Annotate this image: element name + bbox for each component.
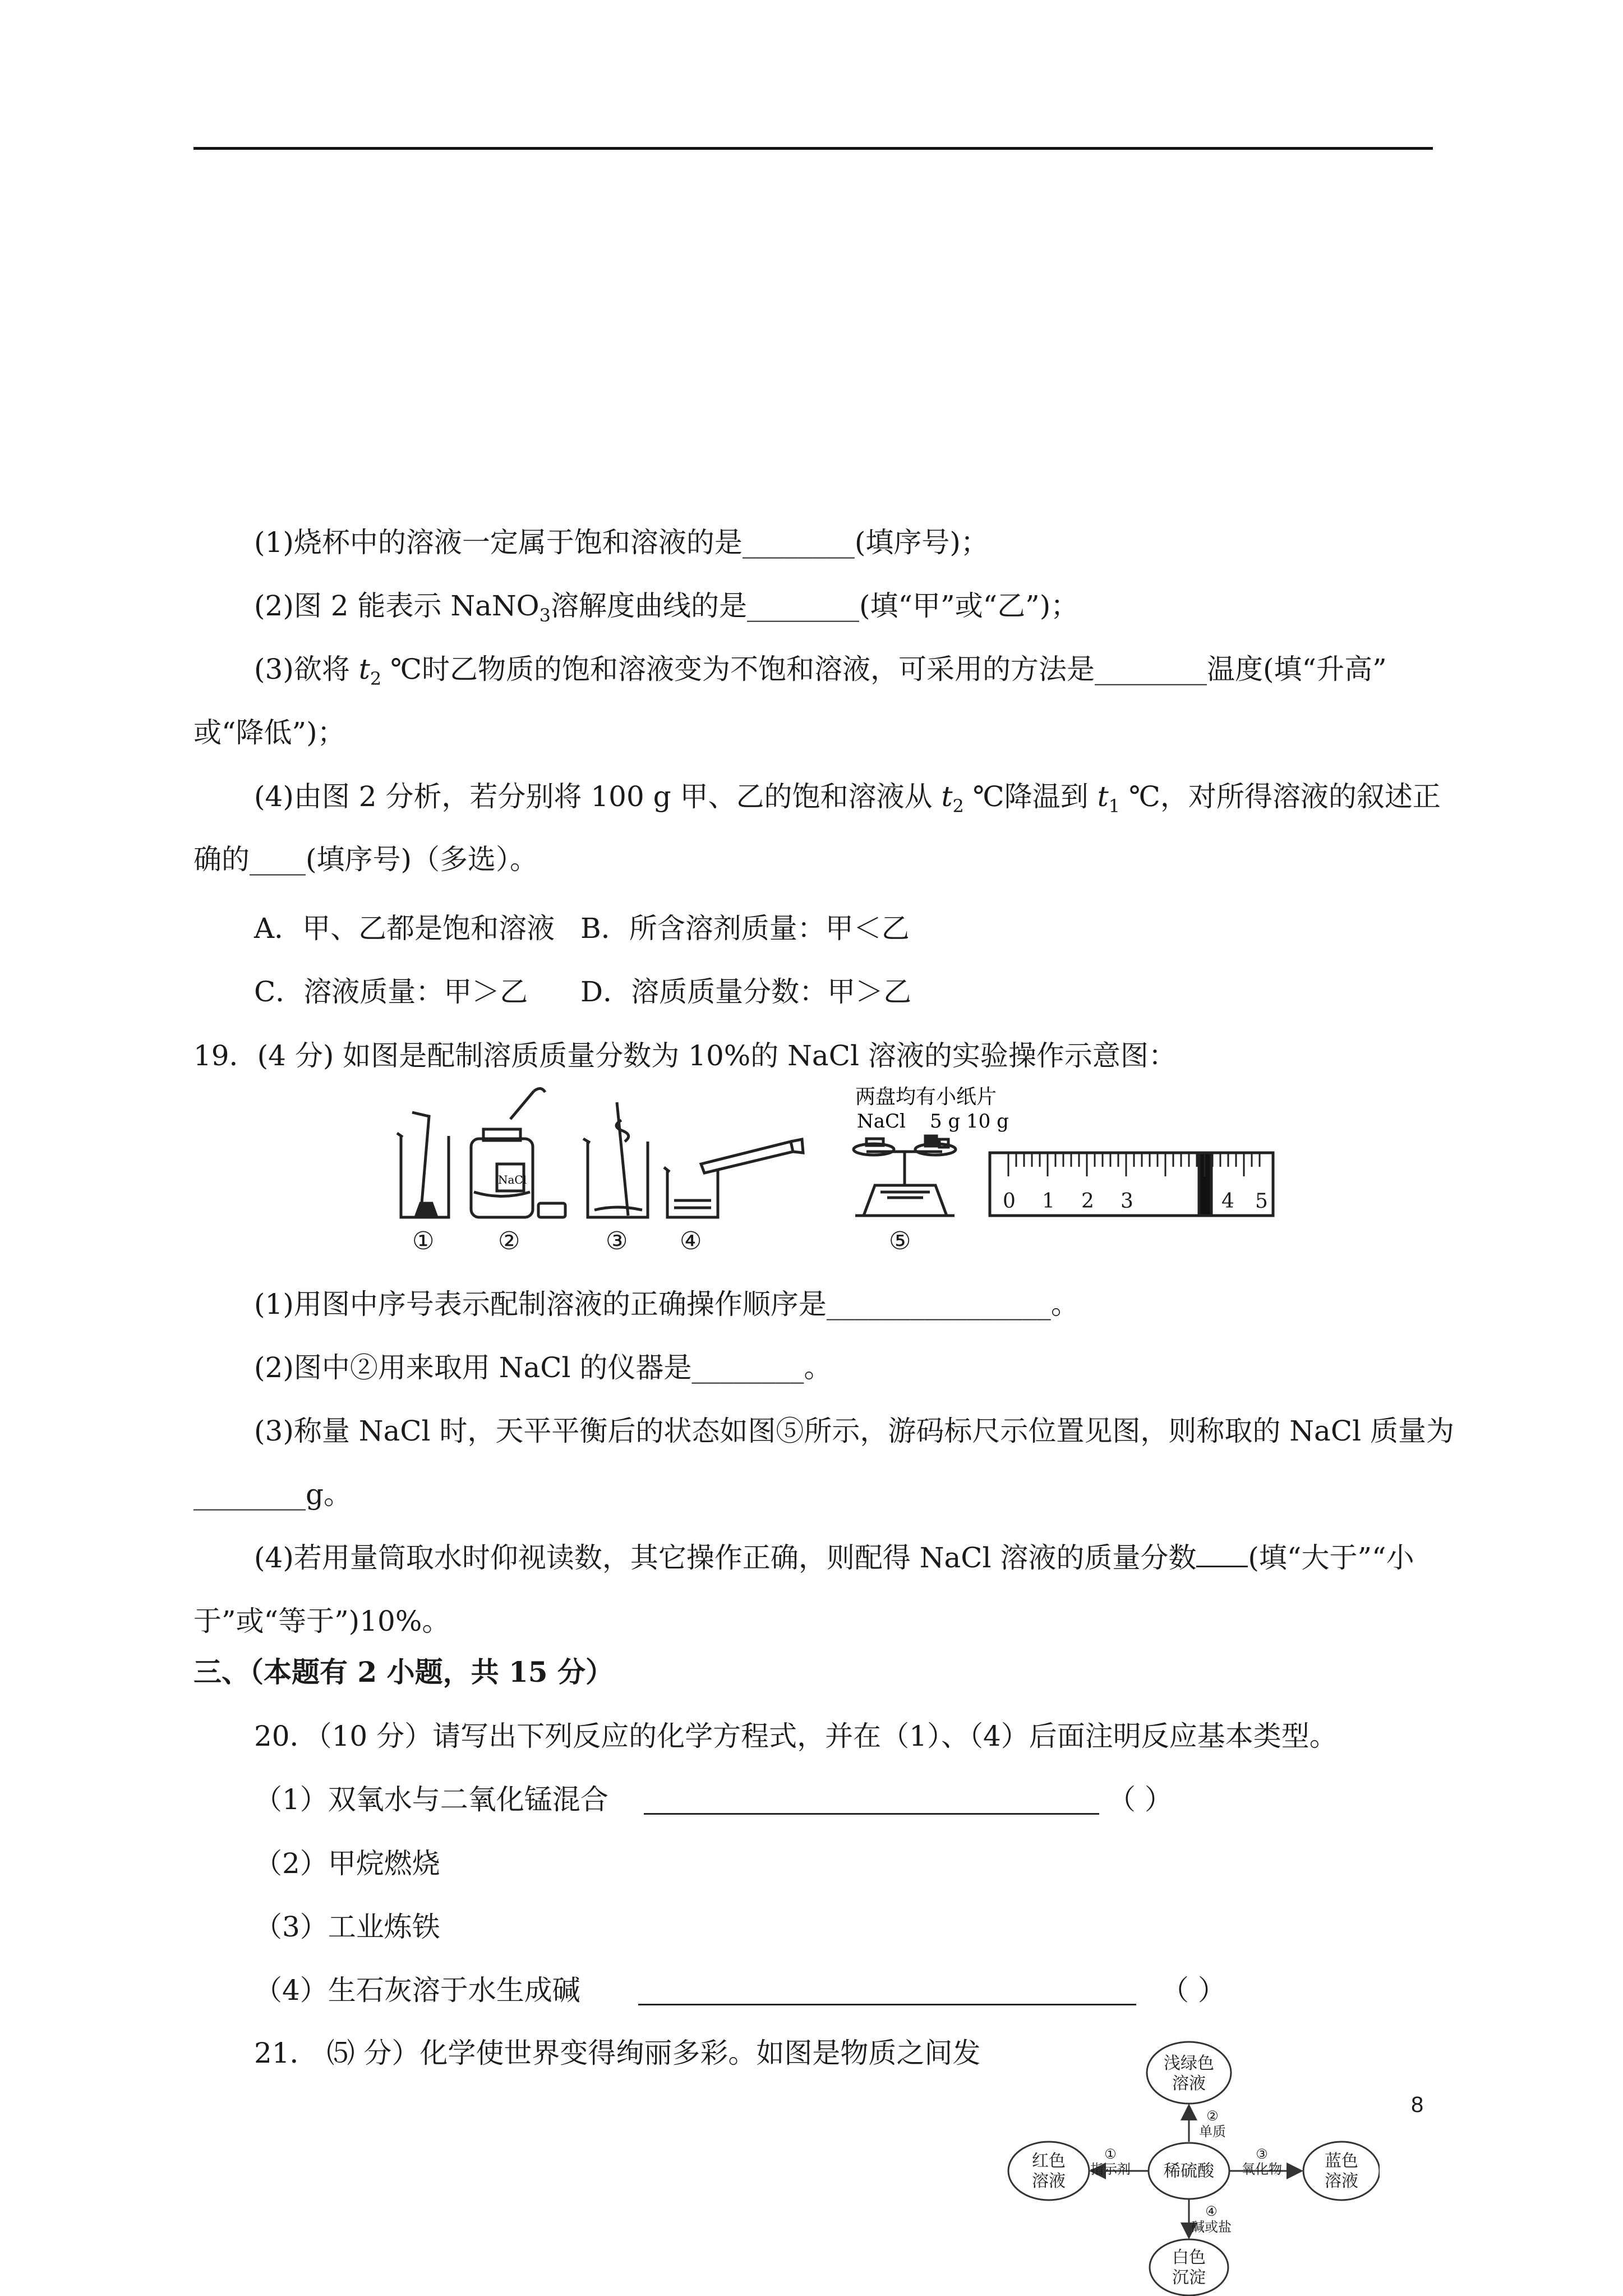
q20-item4: （4）生石灰溶于水生成碱 <box>254 1974 580 2007</box>
q18-option-a: A．甲、乙都是饱和溶液 <box>254 912 555 945</box>
beaker-stirring-icon <box>583 1102 648 1217</box>
q18-part1: (1)烧杯中的溶液一定属于饱和溶液的是________(填序号)； <box>254 526 989 559</box>
q18-option-b: B．所含溶剂质量：甲＜乙 <box>580 912 910 945</box>
q18-part3: (3)欲将 $t_2$ ℃时乙物质的饱和溶液变为不饱和溶液，可采用的方法是________温度(填“升高” <box>254 653 1387 689</box>
figure-label-3: ③ <box>606 1227 628 1255</box>
q18-option-d: D．溶质质量分数：甲＞乙 <box>580 976 912 1008</box>
section-3-title: 三、（本题有 2 小题，共 15 分） <box>193 1655 614 1688</box>
ruler-number-4: 4 <box>1221 1190 1234 1213</box>
figure-label-5: ⑤ <box>889 1227 911 1255</box>
ruler-number-0: 0 <box>1003 1190 1016 1213</box>
q19-part1: (1)用图中序号表示配制溶液的正确操作顺序是________________。 <box>254 1288 1079 1320</box>
arrow4-number: ④ <box>1205 2203 1218 2219</box>
q19-part4: (4)若用量筒取水时仰视读数，其它操作正确，则配得 NaCl 溶液的质量分数 (填“大于”“小 <box>254 1542 1414 1574</box>
node-center-label: 稀硫酸 <box>1164 2161 1214 2181</box>
answer-blank <box>1196 1541 1248 1567</box>
arrow1-number: ① <box>1104 2146 1117 2162</box>
ruler-number-5: 5 <box>1255 1190 1268 1213</box>
arrow2-label: 单质 <box>1199 2124 1226 2139</box>
node-bottom-line1: 白色 <box>1172 2248 1206 2267</box>
reagent-bottle-icon <box>471 1088 565 1217</box>
figure-label-2: ② <box>498 1227 520 1255</box>
beaker-1-icon <box>397 1112 449 1217</box>
beaker-pouring-icon <box>664 1139 803 1217</box>
node-right <box>1303 2142 1380 2200</box>
q19-part2: (2)图中②用来取用 NaCl 的仪器是________。 <box>254 1351 832 1384</box>
ruler-number-1: 1 <box>1042 1190 1055 1213</box>
balance-caption: 两盘均有小纸片 <box>855 1085 997 1108</box>
balance-left-label: NaCl <box>857 1110 906 1133</box>
page-number: 8 <box>1411 2092 1424 2117</box>
q18-part4: (4)由图 2 分析，若分别将 100 g 甲、乙的饱和溶液从 $t_2$ ℃降温到 $t_1$ ℃，对所得溶液的叙述正 <box>254 780 1441 817</box>
arrow3-number: ③ <box>1256 2146 1268 2162</box>
bottle-label: NaCl <box>498 1173 527 1186</box>
q20-item3: （3）工业炼铁 <box>254 1911 440 1943</box>
node-bottom-line2: 沉淀 <box>1172 2268 1206 2288</box>
q21-stem: 21． ⑸ 分）化学使世界变得绚丽多彩。如图是物质之间发 <box>254 2037 981 2069</box>
arrow2-number: ② <box>1206 2108 1219 2124</box>
ruler-number-2: 2 <box>1081 1190 1094 1213</box>
q21-reaction-diagram <box>998 2036 1380 2296</box>
arrow3-label: 氧化物 <box>1242 2161 1282 2177</box>
arrow1-label: 指示剂 <box>1090 2161 1131 2177</box>
q18-option-c: C．溶液质量：甲＞乙 <box>254 976 528 1008</box>
node-left-line1: 红色 <box>1032 2151 1066 2171</box>
arrow4-label: 碱或盐 <box>1191 2219 1232 2235</box>
node-top-line2: 溶液 <box>1172 2074 1206 2093</box>
q18-part4-cont: 确的____(填序号)（多选）。 <box>193 843 538 876</box>
header-rule <box>193 147 1433 150</box>
q19-experiment-figure <box>387 1085 1284 1257</box>
balance-right-label: 5 g 10 g <box>930 1110 1009 1133</box>
q20-item1-answer-line <box>644 1788 1099 1815</box>
q19-part4-cont: 于”或“等于”)10%。 <box>193 1605 450 1637</box>
q18-part2: (2)图 2 能表示 NaNO$_3$溶解度曲线的是________(填“甲”或“乙”)； <box>254 590 1079 626</box>
node-right-line2: 溶液 <box>1325 2171 1358 2191</box>
q18-part3-cont: 或“降低”)； <box>193 716 345 749</box>
figure-label-1: ① <box>412 1227 435 1255</box>
node-left-line2: 溶液 <box>1032 2171 1066 2191</box>
q20-item1: （1）双氧水与二氧化锰混合 <box>254 1783 608 1816</box>
q20-item4-answer-line <box>638 1979 1136 2005</box>
q20-stem: 20．（10 分）请写出下列反应的化学方程式，并在（1）、（4）后面注明反应基本类型。 <box>254 1720 1338 1752</box>
balance-icon <box>854 1136 956 1216</box>
ruler-number-3: 3 <box>1121 1190 1133 1213</box>
q20-item2: （2）甲烷燃烧 <box>254 1847 440 1880</box>
q19-part3: (3)称量 NaCl 时，天平平衡后的状态如图⑤所示，游码标尺示位置见图，则称取的 NaCl 质量为 <box>254 1415 1455 1447</box>
q19-stem: 19．(4 分) 如图是配制溶质质量分数为 10%的 NaCl 溶液的实验操作示意图： <box>193 1039 1177 1072</box>
node-top-line1: 浅绿色 <box>1164 2054 1214 2073</box>
node-right-line1: 蓝色 <box>1325 2151 1358 2171</box>
node-left <box>1008 2142 1089 2200</box>
figure-label-4: ④ <box>680 1227 702 1255</box>
q20-item1-type: （ ） <box>1108 1783 1173 1816</box>
q20-item4-type: （ ） <box>1161 1974 1226 2007</box>
q19-part3-cont: ________g。 <box>193 1478 352 1511</box>
